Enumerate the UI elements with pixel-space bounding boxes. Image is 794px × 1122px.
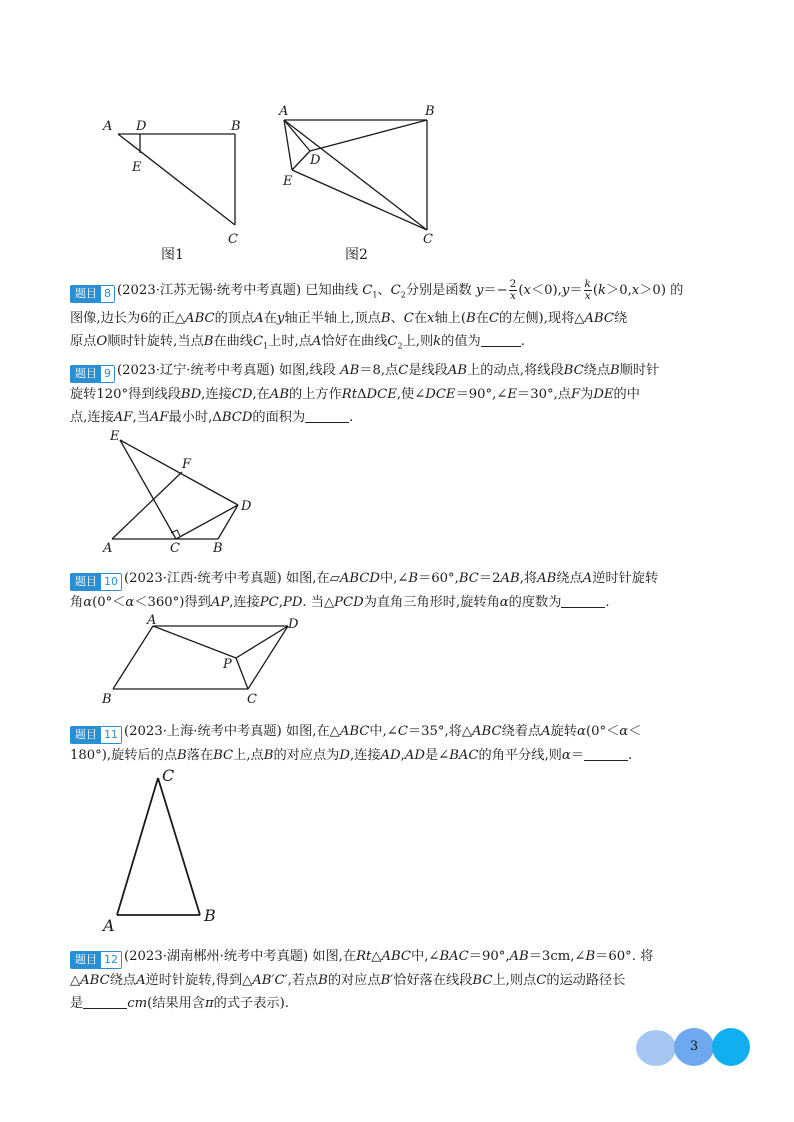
problem-9: 题目 9 (2023·辽宁·统考中考真题) 如图,线段 AB＝8,点C是线段AB上的动点,将线段BC绕点B顺时针 旋转120°得到线段BD,连接CD,在AB的上方作RtΔDCE,使∠DCE＝90°,∠E＝30°,点F为DE的中 点,连接AF,当AF最小时,ΔBCD的面积为 .	[70, 363, 660, 425]
problem-tag-number: 9	[101, 366, 114, 382]
figure-10	[100, 614, 310, 713]
fig1-label-e: E	[132, 160, 142, 175]
problem-tag-label: 题目	[71, 366, 101, 382]
fig2-label-c: C	[423, 232, 433, 247]
answer-blank[interactable]	[305, 410, 349, 423]
figure-11	[100, 765, 240, 939]
fig9-label-d: D	[241, 499, 252, 514]
figure-10-diagram	[100, 614, 310, 709]
figure-1-diagram	[100, 112, 260, 247]
fig9-label-f: F	[182, 457, 192, 472]
fig1-label-c: C	[228, 232, 238, 247]
problem-12: 题目 12 (2023·湖南郴州·统考中考真题) 如图,在Rt△ABC中,∠BAC＝90°,AB＝3cm,∠B＝60°. 将 △ABC绕点A逆时针旋转,得到△AB′C′,若点B的对应点B′恰好落在线段BC上,则点C的运动路径长 是 cm(结果用含π的式子表示).	[70, 949, 654, 1011]
fig2-label-a: A	[279, 104, 289, 119]
page-number-badge	[636, 1027, 756, 1067]
figure-2-diagram	[272, 100, 447, 247]
answer-blank[interactable]	[481, 334, 521, 347]
figure-9	[100, 426, 270, 560]
problem-tag-number: 10	[101, 574, 121, 590]
problem-10-tag	[70, 573, 122, 591]
problem-9-tag	[70, 365, 115, 383]
fig9-label-a: A	[103, 541, 113, 556]
page-circle-decoration	[712, 1028, 750, 1066]
problem-tag-number: 11	[101, 727, 121, 743]
problem-tag-label: 题目	[71, 952, 101, 968]
page-circle-decoration	[636, 1030, 676, 1066]
fig2-label-d: D	[310, 153, 321, 168]
problem-11: 题目 11 (2023·上海·统考中考真题) 如图,在△ABC中,∠C＝35°,将△ABC绕着点A旋转α(0°＜α＜ 180°),旋转后的点B落在BC上,点B的对应点为D,连接AD,AD是∠BAC的角平分线,则α＝ .	[70, 724, 642, 763]
figure-11-diagram	[100, 765, 240, 935]
fig1-label-b: B	[231, 119, 241, 134]
figure-1-caption: 图1	[161, 247, 184, 263]
fig9-label-c: C	[170, 541, 180, 556]
fig10-label-c: C	[247, 692, 257, 707]
fig11-label-b: B	[204, 906, 216, 925]
problem-tag-label: 题目	[71, 286, 101, 302]
problem-tag-label: 题目	[71, 727, 101, 743]
problem-tag-label: 题目	[71, 574, 101, 590]
fig10-label-d: D	[288, 617, 299, 632]
fig9-label-b: B	[213, 541, 223, 556]
problem-11-tag	[70, 726, 122, 744]
figure-1	[100, 112, 260, 247]
problem-10: 题目 10 (2023·江西·统考中考真题) 如图,在▱ABCD中,∠B＝60°,BC＝2AB,将AB绕点A逆时针旋转 角α(0°＜α＜360°)得到AP,连接PC,PD. 当△PCD为直角三角形时,旋转角α的度数为 .	[70, 571, 659, 610]
problem-tag-number: 8	[101, 286, 114, 302]
problem-12-tag	[70, 951, 122, 969]
fig1-label-a: A	[103, 119, 113, 134]
fig9-label-e: E	[110, 429, 120, 444]
fig11-label-c: C	[162, 766, 175, 785]
fig1-label-d: D	[136, 119, 147, 134]
figure-9-diagram	[100, 426, 270, 556]
fig10-label-p: P	[223, 657, 232, 672]
fig2-label-e: E	[283, 174, 293, 189]
problem-8-tag	[70, 285, 115, 303]
figure-2-caption: 图2	[345, 247, 368, 263]
answer-blank[interactable]	[584, 748, 628, 761]
problem-8: 题目 8 (2023·江苏无锡·统考中考真题) 已知曲线 $C_1$、$C_2$分别是函数 y＝− $\frac{2}{x}$ (x＜0),y＝ $\frac{k}{x}$ (k＞0,x＞0) 的 图像,边长为6的正△ABC的顶点A在y轴正半轴上,顶点B、C在x轴上(B在C的左侧),现将△ABC绕 原点O顺时针旋转,当点B在曲线$C_1$上时,点A恰好在曲线$C_2$上,则k的值为 .	[70, 278, 684, 351]
fig2-label-b: B	[425, 104, 435, 119]
fig10-label-a: A	[147, 613, 157, 628]
page-number: 3	[689, 1039, 699, 1054]
answer-blank[interactable]	[83, 996, 127, 1009]
answer-blank[interactable]	[561, 595, 605, 608]
figure-2	[272, 100, 447, 247]
fig10-label-b: B	[102, 692, 112, 707]
problem-tag-number: 12	[101, 952, 121, 968]
fig11-label-a: A	[103, 916, 115, 935]
